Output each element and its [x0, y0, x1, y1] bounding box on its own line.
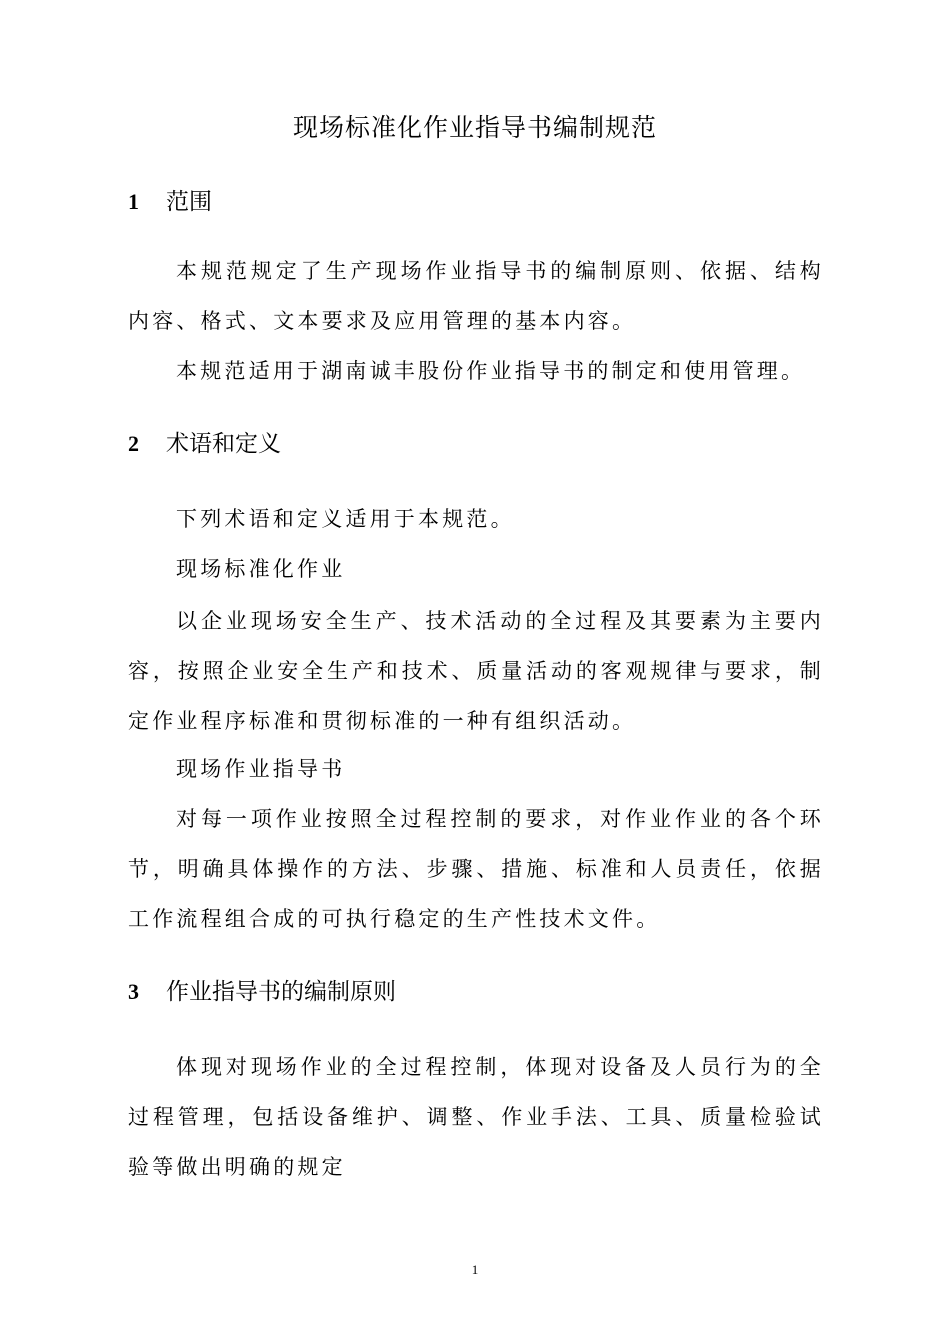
section-number: 2: [128, 431, 139, 456]
section-number: 3: [128, 979, 139, 1004]
section-number: 1: [128, 189, 139, 214]
term-definition: 以企业现场安全生产、技术活动的全过程及其要素为主要内容，按照企业安全生产和技术、质量活动的客观规律与要求，制定作业程序标准和贯彻标准的一种有组织活动。: [128, 609, 824, 733]
section-heading-principles: [128, 976, 396, 1008]
section-heading-terms: [128, 428, 281, 460]
paragraph: 本规范适用于湖南诚丰股份作业指导书的制定和使用管理。: [176, 359, 806, 383]
section-title: 术语和定义: [166, 431, 281, 457]
section-title: 范围: [166, 189, 212, 215]
paragraph: 体现对现场作业的全过程控制，体现对设备及人员行为的全过程管理，包括设备维护、调整、作业手法、工具、质量检验试验等做出明确的规定: [128, 1055, 824, 1179]
section-title: 作业指导书的编制原则: [166, 979, 396, 1005]
section-heading-scope: [128, 186, 212, 218]
page-number: 1: [471, 1262, 479, 1277]
term-definition: 对每一项作业按照全过程控制的要求，对作业作业的各个环节，明确具体操作的方法、步骤、措施、标准和人员责任，依据工作流程组合成的可执行稳定的生产性技术文件。: [128, 807, 824, 931]
paragraph: 本规范规定了生产现场作业指导书的编制原则、依据、结构内容、格式、文本要求及应用管理的基本内容。: [128, 259, 824, 333]
document-title: 现场标准化作业指导书编制规范: [292, 113, 657, 142]
term-name: 现场标准化作业: [176, 557, 346, 581]
term-name: 现场作业指导书: [176, 757, 346, 781]
paragraph: 下列术语和定义适用于本规范。: [176, 507, 515, 531]
